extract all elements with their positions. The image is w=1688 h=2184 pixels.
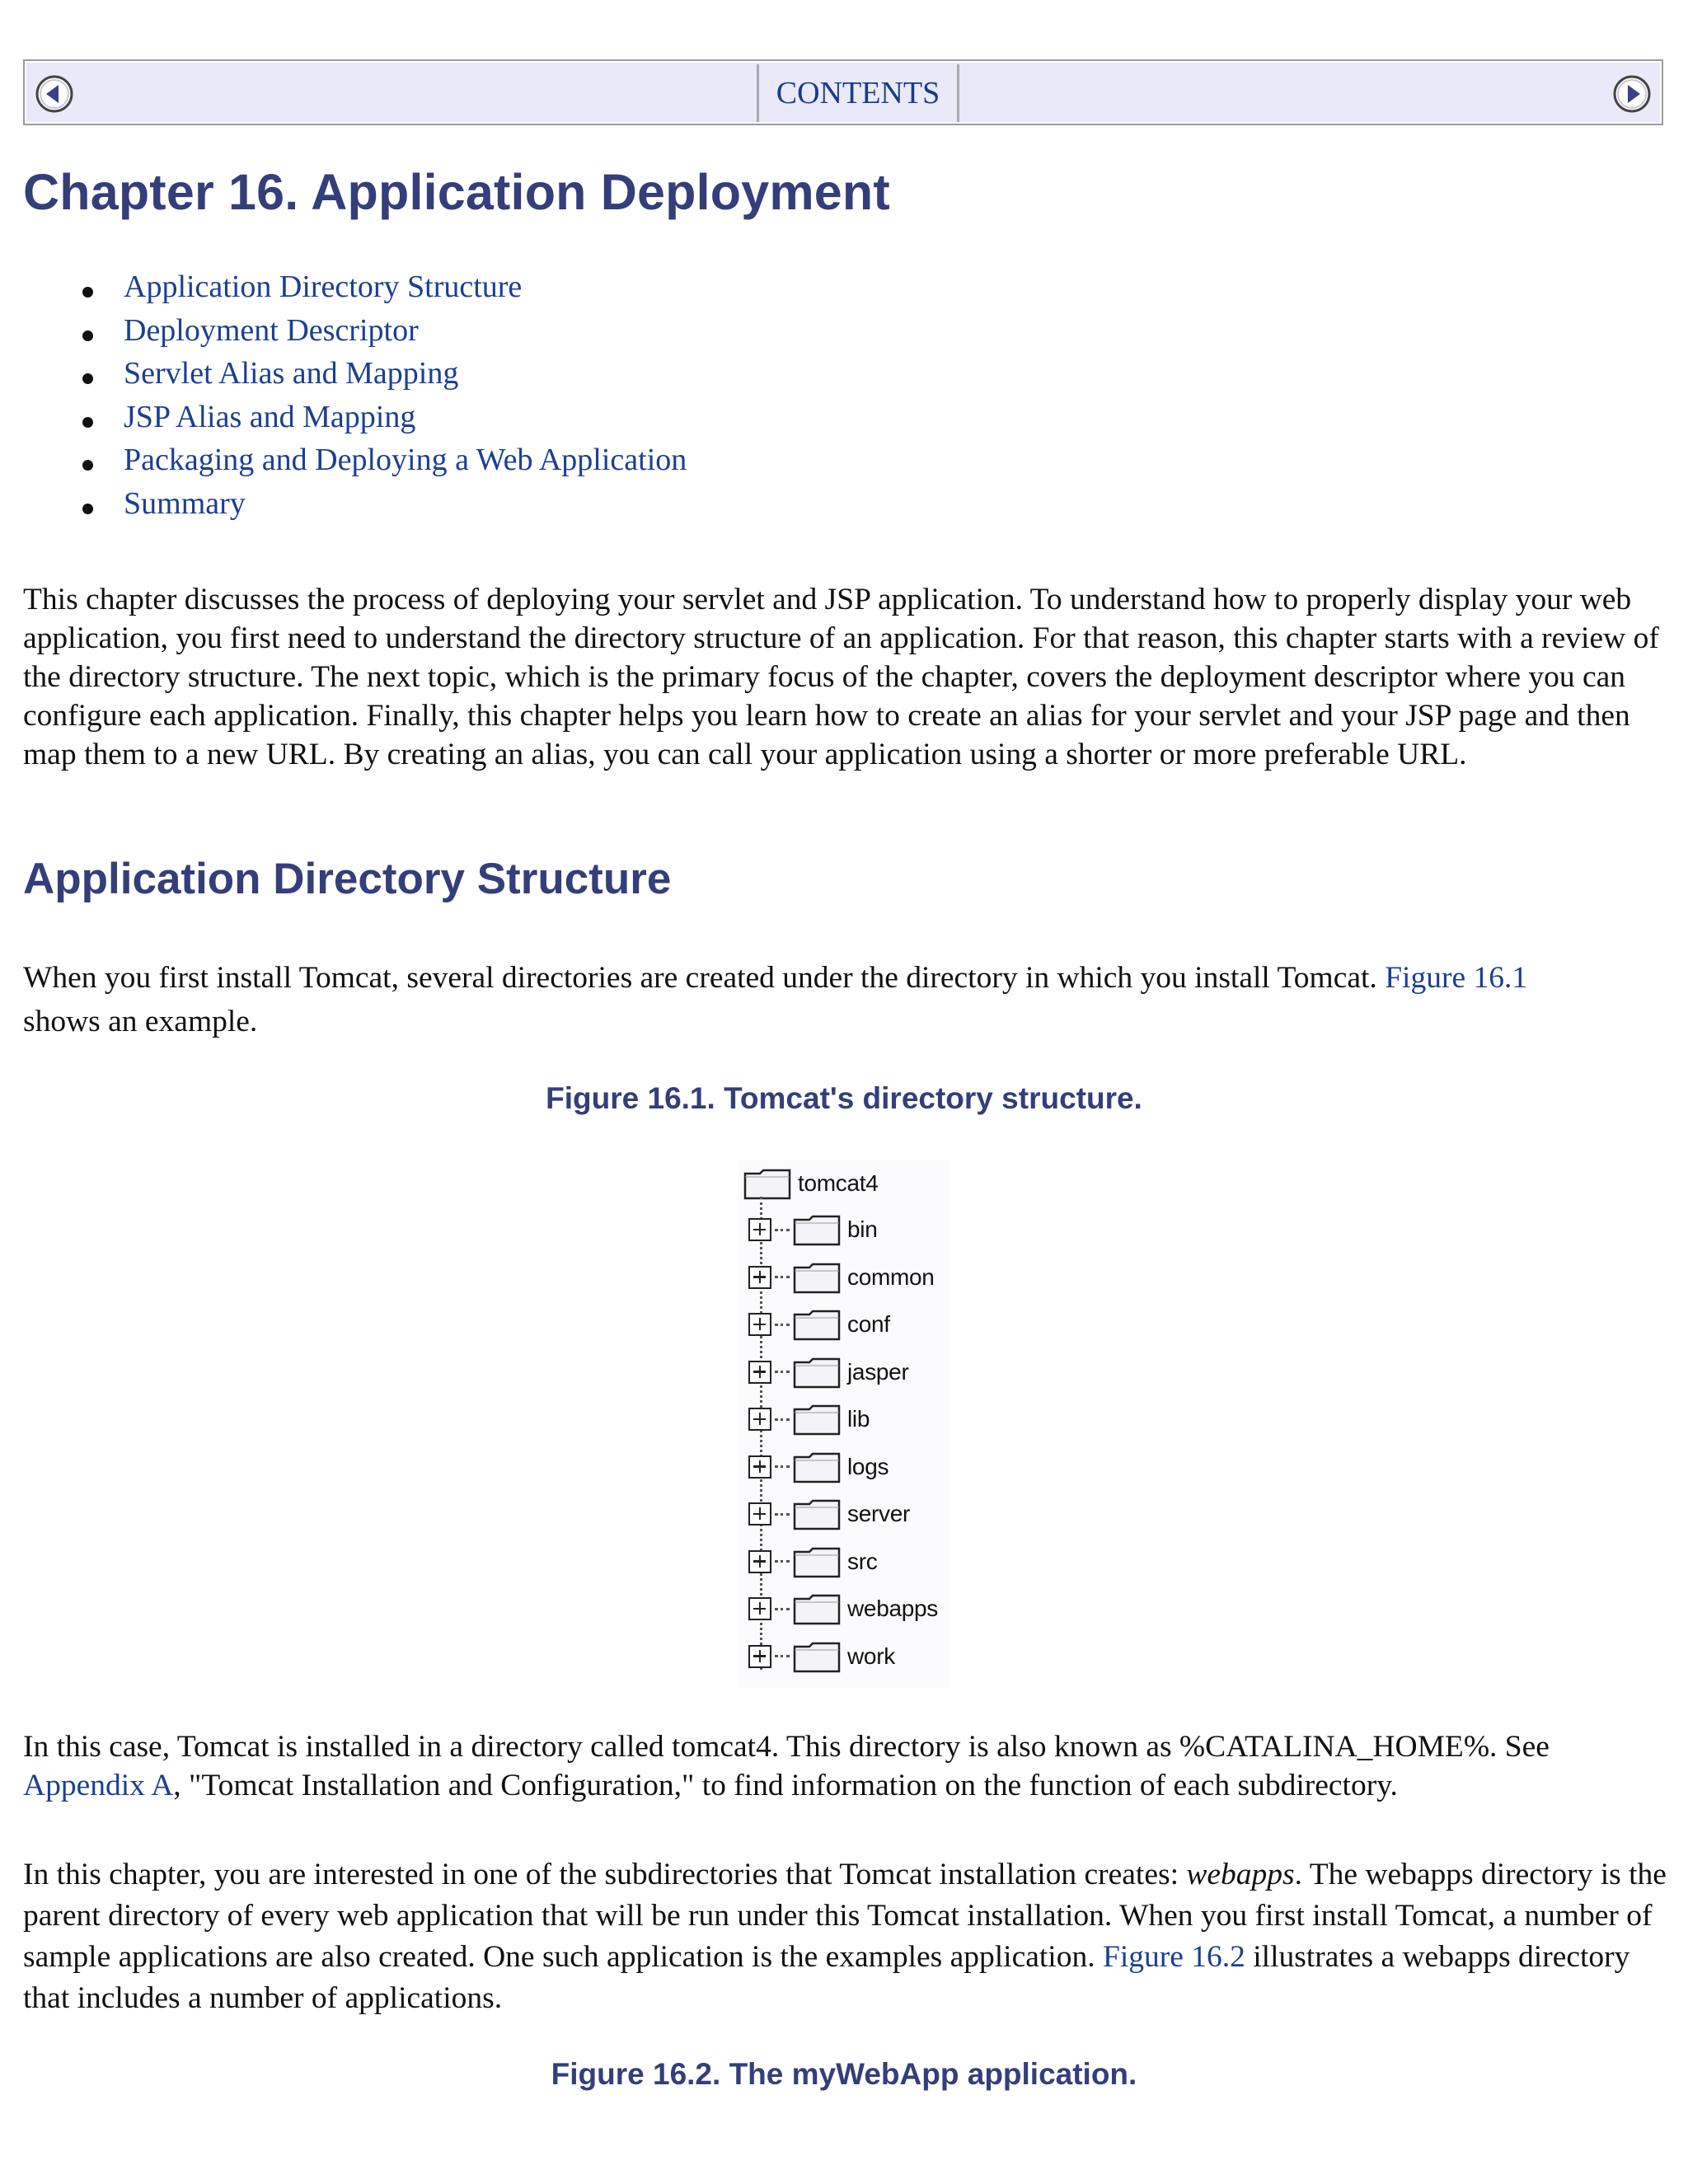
figure-16-1-link[interactable]: Figure 16.1: [1385, 961, 1528, 995]
folder-icon: [793, 1213, 842, 1246]
folder-icon: [743, 1167, 793, 1200]
paragraph-text: , "Tomcat Installation and Configuration," to find information on the function of each subdirectory.: [173, 1769, 1398, 1802]
tree-node-label: common: [847, 1263, 935, 1290]
tree-node-work[interactable]: [748, 1640, 895, 1673]
paragraph-text: When you first install Tomcat, several directories are created under the directory in which you install Tomcat.: [23, 961, 1377, 995]
section-title: Application Directory Structure: [23, 855, 672, 903]
tree-connector: [775, 1560, 790, 1563]
figure-16-2-caption: Figure 16.2. The myWebApp application.: [551, 2057, 1137, 2091]
toc-link-application-directory-structure[interactable]: Application Directory Structure: [124, 269, 523, 304]
arrow-left-icon: [34, 73, 75, 115]
tree-node-webapps[interactable]: [748, 1592, 938, 1625]
tree-node-label: jasper: [847, 1358, 909, 1385]
expand-icon[interactable]: [748, 1266, 771, 1289]
previous-page-button[interactable]: [31, 71, 77, 117]
tree-node-server[interactable]: [748, 1497, 910, 1530]
toc-link-servlet-alias-and-mapping[interactable]: Servlet Alias and Mapping: [124, 356, 459, 391]
toc-item: [79, 482, 687, 526]
contents-link[interactable]: CONTENTS: [776, 76, 940, 110]
toc-link-deployment-descriptor[interactable]: Deployment Descriptor: [124, 312, 419, 348]
tree-connector: [775, 1371, 790, 1373]
tree-connector: [775, 1324, 790, 1326]
toc-item: [79, 265, 687, 309]
section-paragraph-2: [23, 1727, 1667, 1805]
toc-item: [79, 309, 687, 353]
figure-16-2-link[interactable]: Figure 16.2: [1102, 1940, 1245, 1974]
folder-icon: [793, 1497, 842, 1530]
tree-node-lib[interactable]: [748, 1403, 870, 1436]
folder-icon: [793, 1451, 842, 1483]
folder-icon: [793, 1592, 842, 1625]
folder-icon: [793, 1403, 842, 1436]
tree-connector: [775, 1276, 790, 1278]
expand-icon[interactable]: [748, 1550, 771, 1573]
folder-icon: [793, 1308, 842, 1341]
figure-16-1-caption: Figure 16.1. Tomcat's directory structure.: [546, 1081, 1142, 1115]
expand-icon[interactable]: [748, 1645, 771, 1668]
tree-node-jasper[interactable]: [748, 1356, 908, 1389]
tree-node-conf[interactable]: [748, 1308, 890, 1341]
emphasis-webapps: webapps: [1186, 1858, 1295, 1891]
folder-icon: [793, 1640, 842, 1673]
next-page-button[interactable]: [1609, 71, 1655, 117]
expand-icon[interactable]: [748, 1597, 771, 1620]
arrow-right-icon: [1611, 73, 1653, 115]
folder-icon: [793, 1545, 842, 1578]
toc-item: [79, 396, 687, 439]
tree-connector: [775, 1513, 790, 1516]
expand-icon[interactable]: [748, 1361, 771, 1384]
tree-node-label: lib: [847, 1406, 870, 1432]
toc-item: [79, 438, 687, 482]
expand-icon[interactable]: [748, 1502, 771, 1526]
folder-icon: [793, 1261, 842, 1294]
appendix-a-link[interactable]: Appendix A: [23, 1769, 174, 1802]
tree-node-src[interactable]: [748, 1545, 877, 1578]
toc-link-packaging-and-deploying[interactable]: Packaging and Deploying a Web Application: [124, 443, 687, 478]
folder-icon: [793, 1356, 842, 1389]
tree-root-label: tomcat4: [798, 1170, 879, 1196]
section-paragraph-3: [23, 1854, 1667, 2019]
expand-icon[interactable]: [748, 1408, 771, 1431]
toc-item: [79, 352, 687, 396]
tree-node-common[interactable]: [748, 1261, 935, 1294]
expand-icon[interactable]: [748, 1313, 771, 1336]
tree-node-logs[interactable]: [748, 1451, 889, 1483]
directory-tree-figure: [738, 1160, 950, 1688]
intro-paragraph: This chapter discusses the process of deploying your servlet and JSP application. To understand how to properly display your web application, you first need to understand the directory structure of an application. For that reason, this chapter starts with a review of the directory structure. The next topic, which is the primary focus of the chapter, covers the deployment descriptor where you can configure each application. Finally, this chapter helps you learn how to create an alias for your servlet and your JSP page and then map them to a new URL. By creating an alias, you can call your application using a shorter or more preferable URL.: [23, 583, 1659, 771]
navigation-bar: [23, 59, 1663, 125]
contents-cell: [757, 64, 959, 122]
tree-node-label: work: [847, 1643, 895, 1669]
paragraph-text: . The webapps directory is the parent directory of every web application that will be run under this Tomcat installation. When you first install Tomcat, a number of sample applications are also created. One such application is the examples application.: [23, 1858, 1667, 1974]
tree-connector: [775, 1655, 790, 1657]
expand-icon[interactable]: [748, 1218, 771, 1241]
tree-node-label: conf: [847, 1311, 890, 1337]
tree-node-label: bin: [847, 1216, 878, 1242]
tree-connector: [775, 1608, 790, 1610]
paragraph-text: shows an example.: [23, 1005, 258, 1038]
chapter-toc: [79, 265, 687, 526]
tree-connector: [775, 1465, 790, 1468]
section-paragraph-1: [23, 956, 1667, 1043]
tree-node-label: logs: [847, 1453, 889, 1479]
tree-root: [743, 1167, 879, 1200]
tree-node-label: server: [847, 1501, 910, 1526]
paragraph-text: illustrates a webapps directory that includes a number of applications.: [23, 1940, 1630, 2015]
tree-connector: [775, 1229, 790, 1231]
tree-connector: [775, 1418, 790, 1421]
tree-node-bin[interactable]: [748, 1213, 877, 1246]
chapter-title: Chapter 16. Application Deployment: [23, 164, 890, 220]
toc-link-summary[interactable]: Summary: [124, 485, 246, 521]
expand-icon[interactable]: [748, 1455, 771, 1479]
tree-node-label: src: [847, 1548, 878, 1574]
paragraph-text: In this chapter, you are interested in one of the subdirectories that Tomcat installation creates:: [23, 1858, 1179, 1891]
paragraph-text: In this case, Tomcat is installed in a directory called tomcat4. This directory is also known as %CATALINA_HOME%. See: [23, 1730, 1550, 1764]
toc-link-jsp-alias-and-mapping[interactable]: JSP Alias and Mapping: [124, 399, 416, 434]
tree-node-label: webapps: [847, 1596, 938, 1621]
